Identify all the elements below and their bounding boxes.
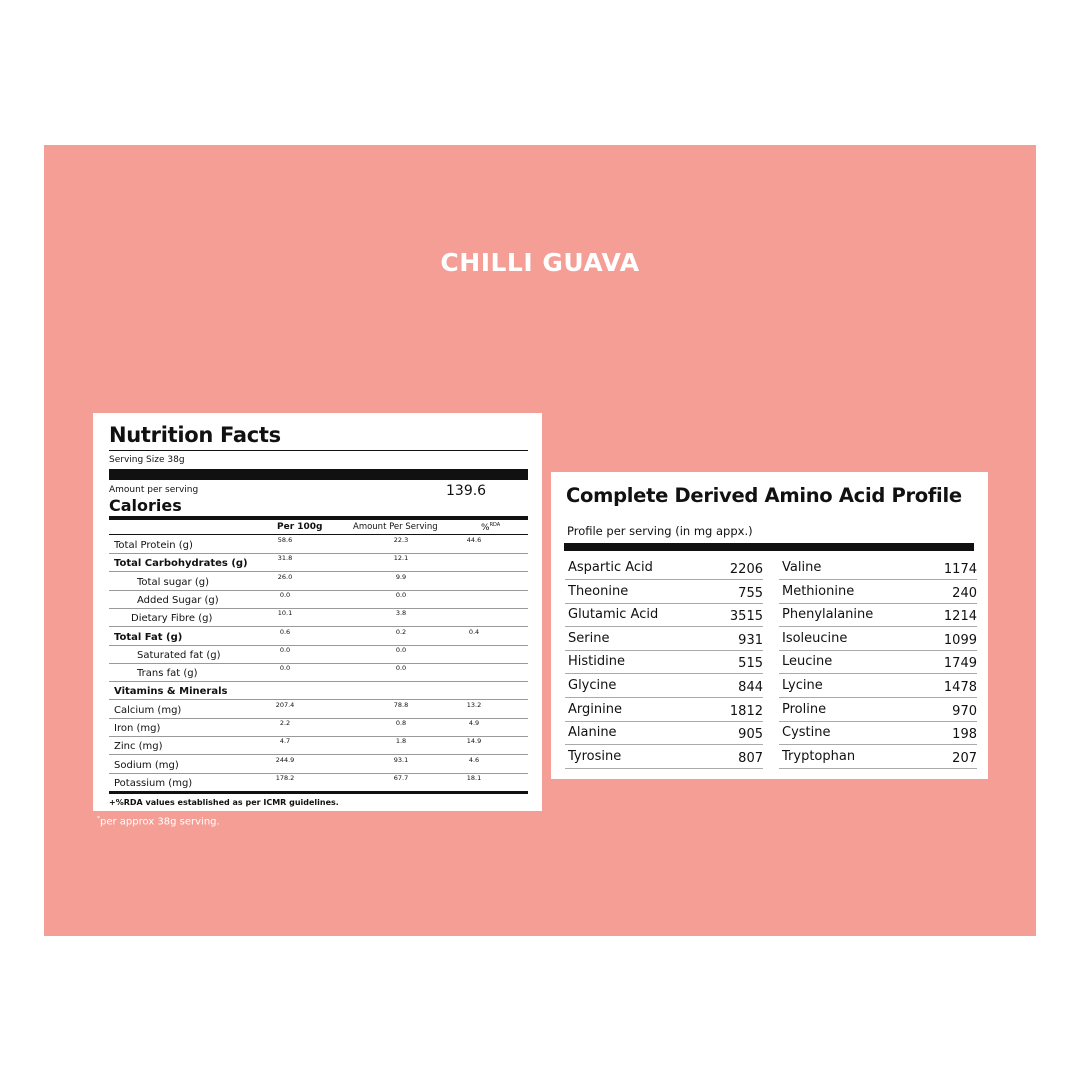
nutrient-label: Saturated fat (g) bbox=[137, 649, 221, 661]
per-100g-value: 0.0 bbox=[279, 664, 291, 673]
amino-row bbox=[565, 628, 763, 651]
amino-row bbox=[565, 651, 763, 674]
amino-row bbox=[565, 746, 763, 769]
amino-value: 970 bbox=[952, 703, 977, 719]
amino-value: 240 bbox=[952, 585, 977, 601]
amino-row bbox=[565, 581, 763, 604]
nutrient-label: Total sugar (g) bbox=[137, 576, 209, 588]
nutrition-row bbox=[109, 535, 528, 554]
nutrition-row bbox=[109, 590, 528, 609]
amino-name: Glutamic Acid bbox=[568, 607, 659, 623]
per-100g-value: 26.0 bbox=[277, 572, 293, 581]
per-100g-value: 31.8 bbox=[277, 554, 293, 563]
amino-name: Glycine bbox=[568, 677, 617, 693]
amino-left-column bbox=[565, 557, 763, 769]
per-serving-value: 3.8 bbox=[395, 609, 407, 618]
amino-value: 198 bbox=[952, 727, 977, 743]
amino-value: 807 bbox=[738, 750, 763, 766]
per-serving-value: 93.1 bbox=[393, 755, 409, 764]
per-100g-value: 244.9 bbox=[275, 755, 295, 764]
serving-size: Serving Size 38g bbox=[109, 455, 185, 465]
per-serving-value: 0.0 bbox=[395, 590, 407, 599]
nutrient-label: Trans fat (g) bbox=[137, 668, 198, 680]
thick-divider bbox=[109, 791, 528, 794]
amino-value: 1478 bbox=[943, 679, 977, 695]
amino-row bbox=[779, 628, 977, 651]
rda-footnote: +%RDA values established as per ICMR guidelines. bbox=[109, 798, 339, 807]
rda-value: 4.9 bbox=[468, 719, 480, 727]
per-serving-value: 0.2 bbox=[395, 627, 407, 636]
nutrition-row bbox=[109, 608, 528, 627]
nutrition-row bbox=[109, 645, 528, 664]
per-100g-value: 207.4 bbox=[275, 700, 295, 709]
nutrition-row bbox=[109, 627, 528, 646]
nutrition-row bbox=[109, 773, 528, 792]
nutrition-row bbox=[109, 755, 528, 774]
amino-name: Phenylalanine bbox=[782, 607, 874, 623]
per-100g-value: 4.7 bbox=[279, 737, 291, 746]
amino-row bbox=[779, 581, 977, 604]
amino-value: 1812 bbox=[729, 703, 763, 719]
rda-value: 44.6 bbox=[466, 536, 482, 544]
nutrition-row bbox=[109, 553, 528, 572]
amino-right-column bbox=[779, 557, 977, 769]
amino-value: 2206 bbox=[729, 562, 763, 577]
rda-value: 0.4 bbox=[468, 627, 480, 636]
nutrition-title: Nutrition Facts bbox=[109, 423, 281, 447]
amino-name: Tyrosine bbox=[568, 748, 622, 764]
product-title: CHILLI GUAVA bbox=[440, 248, 640, 277]
per-serving-value: 0.8 bbox=[395, 719, 407, 727]
nutrition-row bbox=[109, 736, 528, 755]
amino-row bbox=[779, 746, 977, 769]
nutrient-label: Vitamins & Minerals bbox=[114, 686, 228, 698]
amino-name: Valine bbox=[782, 560, 822, 575]
amino-name: Alanine bbox=[568, 725, 617, 741]
per-100g-value: 178.2 bbox=[275, 773, 295, 782]
amino-value: 844 bbox=[738, 679, 763, 695]
per-serving-value: 12.1 bbox=[393, 554, 409, 563]
per-100g-value: 0.6 bbox=[279, 627, 291, 636]
amino-name: Arginine bbox=[568, 701, 622, 717]
amino-name: Serine bbox=[568, 630, 610, 646]
amino-name: Isoleucine bbox=[782, 630, 848, 646]
per-serving-value: 0.0 bbox=[395, 645, 407, 654]
amino-value: 1099 bbox=[943, 632, 977, 648]
nutrition-row bbox=[109, 718, 528, 737]
amino-row bbox=[565, 604, 763, 627]
nutrient-label: Iron (mg) bbox=[114, 723, 161, 734]
rda-value: 4.6 bbox=[468, 755, 480, 764]
per-100g-value: 58.6 bbox=[277, 536, 293, 544]
amino-row bbox=[779, 651, 977, 674]
amino-name: Tryptophan bbox=[782, 748, 856, 764]
amino-value: 755 bbox=[738, 585, 763, 601]
amino-name: Leucine bbox=[782, 654, 833, 670]
calories-value: 139.6 bbox=[446, 483, 487, 499]
per-100g-value: 2.2 bbox=[279, 719, 291, 727]
amino-value: 905 bbox=[738, 727, 763, 743]
rda-value: 14.9 bbox=[466, 737, 482, 746]
nutrient-label: Dietary Fibre (g) bbox=[131, 613, 213, 625]
per-serving-value: 0.0 bbox=[395, 664, 407, 673]
amino-name: Lycine bbox=[782, 677, 823, 693]
nutrient-label: Calcium (mg) bbox=[114, 704, 182, 716]
amino-name: Methionine bbox=[782, 583, 855, 599]
amino-subtitle: Profile per serving (in mg appx.) bbox=[567, 524, 753, 538]
per-serving-value: 67.7 bbox=[393, 773, 409, 782]
nutrient-label: Total Carbohydrates (g) bbox=[114, 558, 248, 570]
amino-row bbox=[779, 722, 977, 745]
nutrient-label: Added Sugar (g) bbox=[137, 594, 219, 606]
amino-value: 207 bbox=[952, 750, 977, 766]
amino-row bbox=[565, 557, 763, 580]
nutrient-label: Sodium (mg) bbox=[114, 759, 179, 771]
amino-value: 1174 bbox=[943, 562, 977, 577]
amino-row bbox=[565, 699, 763, 722]
per-100g-value: 0.0 bbox=[279, 590, 291, 599]
per-serving-value: 9.9 bbox=[395, 572, 407, 581]
amino-name: Cystine bbox=[782, 725, 831, 741]
amino-name: Aspartic Acid bbox=[568, 560, 653, 575]
header-amount-per-serving: Amount Per Serving bbox=[353, 522, 438, 532]
thick-divider bbox=[564, 543, 974, 551]
nutrient-label: Total Protein (g) bbox=[114, 540, 193, 551]
amino-title: Complete Derived Amino Acid Profile bbox=[566, 484, 962, 507]
amino-name: Theonine bbox=[568, 583, 629, 599]
amino-row bbox=[565, 722, 763, 745]
thick-divider bbox=[109, 469, 528, 480]
amino-value: 515 bbox=[738, 656, 763, 672]
amino-name: Histidine bbox=[568, 654, 625, 670]
rda-value: 13.2 bbox=[466, 700, 482, 709]
amino-value: 1749 bbox=[943, 656, 977, 672]
thick-divider bbox=[109, 516, 528, 520]
amino-value: 3515 bbox=[729, 609, 763, 625]
nutrition-row bbox=[109, 700, 528, 719]
nutrition-row bbox=[109, 681, 528, 700]
divider bbox=[109, 450, 528, 451]
amount-per-serving-label: Amount per serving bbox=[109, 485, 199, 495]
amino-row bbox=[779, 604, 977, 627]
serving-note: *per approx 38g serving. bbox=[97, 815, 220, 828]
per-100g-value: 0.0 bbox=[279, 645, 291, 654]
amino-name: Proline bbox=[782, 701, 827, 717]
rda-value: 18.1 bbox=[466, 773, 482, 782]
per-100g-value: 10.1 bbox=[277, 609, 293, 618]
amino-row bbox=[779, 675, 977, 698]
nutrition-row bbox=[109, 663, 528, 682]
amino-row bbox=[779, 557, 977, 580]
nutrition-facts-card bbox=[93, 413, 542, 811]
amino-acid-card bbox=[551, 472, 988, 779]
per-serving-value: 1.8 bbox=[395, 737, 407, 746]
calories-label: Calories bbox=[109, 496, 182, 515]
nutrient-label: Zinc (mg) bbox=[114, 741, 163, 753]
nutrition-row bbox=[109, 572, 528, 591]
amino-value: 1214 bbox=[943, 609, 977, 625]
nutrient-label: Total Fat (g) bbox=[114, 631, 183, 643]
amino-row bbox=[565, 675, 763, 698]
amino-row bbox=[779, 699, 977, 722]
header-per-100g: Per 100g bbox=[277, 522, 323, 532]
per-serving-value: 22.3 bbox=[393, 536, 409, 544]
amino-value: 931 bbox=[738, 632, 763, 648]
header-rda: %$^{RDA}$ bbox=[481, 522, 501, 533]
per-serving-value: 78.8 bbox=[393, 700, 409, 709]
nutrient-label: Potassium (mg) bbox=[114, 777, 193, 789]
